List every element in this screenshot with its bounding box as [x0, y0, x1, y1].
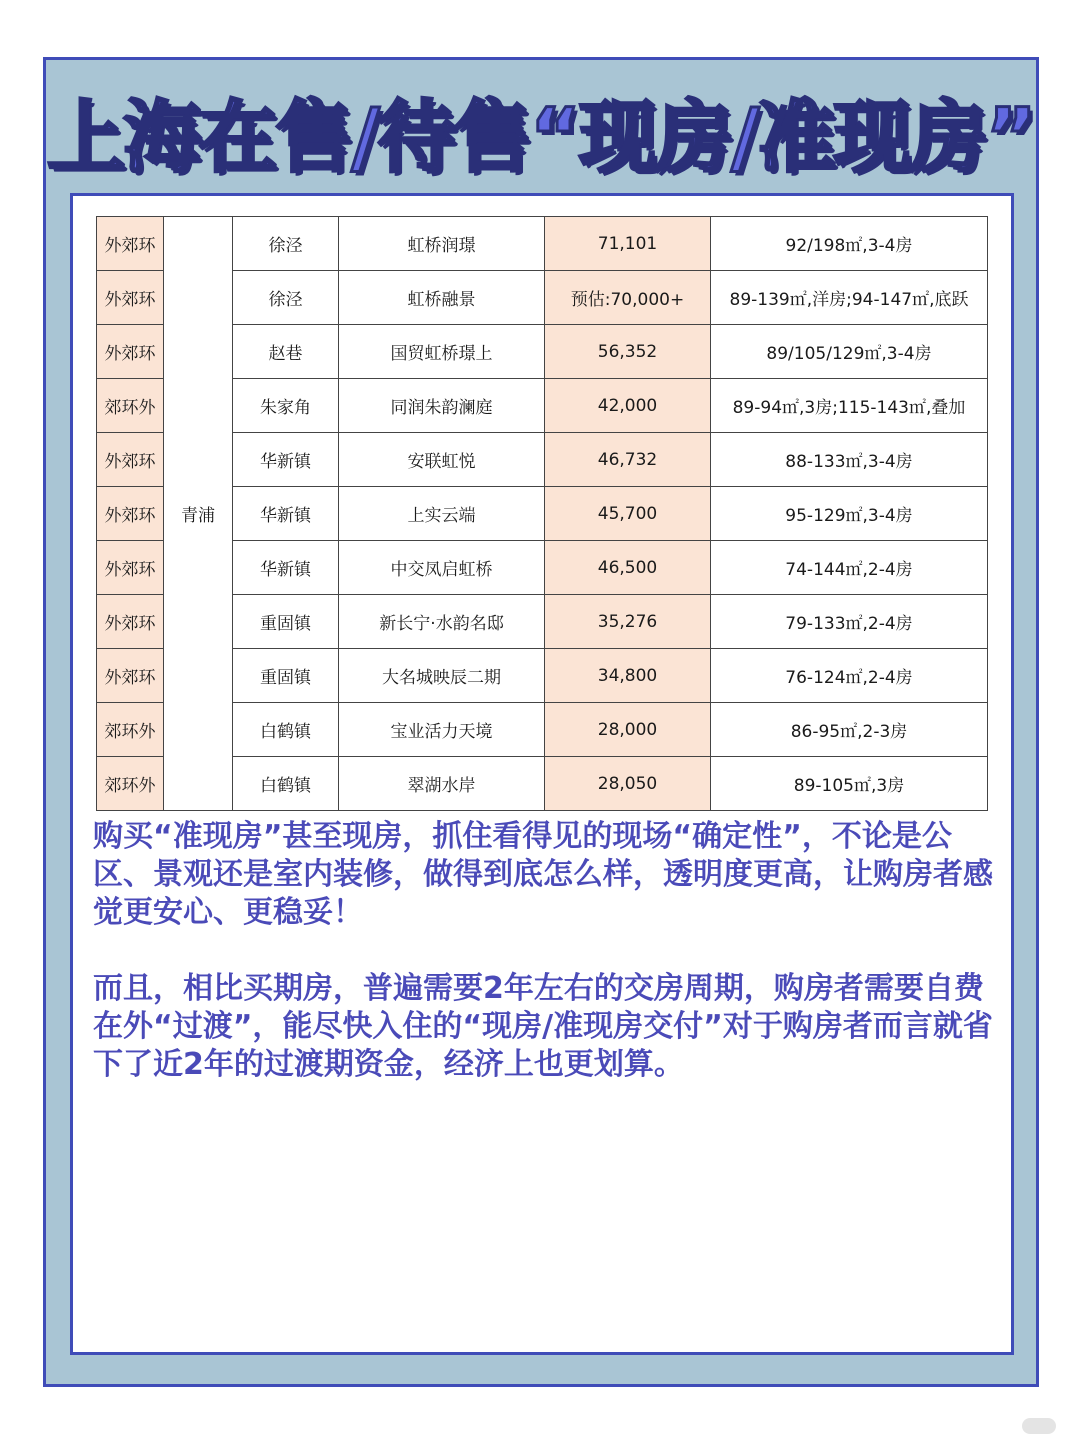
- units-cell: 89-105㎡,3房: [711, 757, 988, 811]
- units-cell: 89-139㎡,洋房;94-147㎡,底跃: [711, 271, 988, 325]
- town-cell: 朱家角: [233, 379, 339, 433]
- units-cell: 92/198㎡,3-4房: [711, 217, 988, 271]
- project-cell: 虹桥润璟: [339, 217, 545, 271]
- table-row: [97, 217, 988, 271]
- price-cell: 42,000: [545, 379, 711, 433]
- project-cell: 中交凤启虹桥: [339, 541, 545, 595]
- town-cell: 徐泾: [233, 217, 339, 271]
- watermark-badge: [1022, 1418, 1056, 1434]
- project-cell: 国贸虹桥璟上: [339, 325, 545, 379]
- project-cell: 大名城映辰二期: [339, 649, 545, 703]
- town-cell: 华新镇: [233, 433, 339, 487]
- units-cell: 86-95㎡,2-3房: [711, 703, 988, 757]
- units-cell: 95-129㎡,3-4房: [711, 487, 988, 541]
- content-panel: [70, 193, 1014, 1355]
- project-cell: 虹桥融景: [339, 271, 545, 325]
- paragraph-savings: 而且，相比买期房，普遍需要2年左右的交房周期，购房者需要自费在外“过渡”，能尽快入住的“现房/准现房交付”对于购房者而言就省下了近2年的过渡期资金，经济上也更划算。: [93, 971, 993, 1082]
- page-title: 上海在售/待售“现房/准现房”: [47, 93, 1035, 183]
- ring-cell: 郊环外: [97, 757, 164, 811]
- town-cell: 华新镇: [233, 487, 339, 541]
- project-cell: 同润朱韵澜庭: [339, 379, 545, 433]
- town-cell: 徐泾: [233, 271, 339, 325]
- ring-cell: 外郊环: [97, 649, 164, 703]
- town-cell: 赵巷: [233, 325, 339, 379]
- price-cell: 35,276: [545, 595, 711, 649]
- price-cell: 28,050: [545, 757, 711, 811]
- price-cell: 56,352: [545, 325, 711, 379]
- ring-cell: 外郊环: [97, 487, 164, 541]
- project-cell: 翠湖水岸: [339, 757, 545, 811]
- price-cell: 71,101: [545, 217, 711, 271]
- ring-cell: 郊环外: [97, 703, 164, 757]
- property-table: [96, 216, 988, 811]
- district-cell: 青浦: [164, 217, 233, 811]
- project-cell: 宝业活力天境: [339, 703, 545, 757]
- ring-cell: 外郊环: [97, 217, 164, 271]
- project-cell: 新长宁·水韵名邸: [339, 595, 545, 649]
- price-cell: 预估:70,000+: [545, 271, 711, 325]
- units-cell: 89/105/129㎡,3-4房: [711, 325, 988, 379]
- units-cell: 88-133㎡,3-4房: [711, 433, 988, 487]
- town-cell: 白鹤镇: [233, 757, 339, 811]
- ring-cell: 郊环外: [97, 379, 164, 433]
- body-text: [93, 818, 993, 1084]
- poster-frame: [43, 57, 1039, 1387]
- town-cell: 重固镇: [233, 595, 339, 649]
- price-cell: 46,500: [545, 541, 711, 595]
- project-cell: 上实云端: [339, 487, 545, 541]
- ring-cell: 外郊环: [97, 595, 164, 649]
- ring-cell: 外郊环: [97, 271, 164, 325]
- paragraph-certainty: 购买“准现房”甚至现房，抓住看得见的现场“确定性”，不论是公区、景观还是室内装修，做得到底怎么样，透明度更高，让购房者感觉更安心、更稳妥！: [93, 819, 993, 930]
- town-cell: 华新镇: [233, 541, 339, 595]
- units-cell: 79-133㎡,2-4房: [711, 595, 988, 649]
- town-cell: 白鹤镇: [233, 703, 339, 757]
- project-cell: 安联虹悦: [339, 433, 545, 487]
- price-cell: 45,700: [545, 487, 711, 541]
- units-cell: 89-94㎡,3房;115-143㎡,叠加: [711, 379, 988, 433]
- price-cell: 34,800: [545, 649, 711, 703]
- price-cell: 28,000: [545, 703, 711, 757]
- units-cell: 74-144㎡,2-4房: [711, 541, 988, 595]
- ring-cell: 外郊环: [97, 433, 164, 487]
- property-table-body: [97, 217, 988, 811]
- ring-cell: 外郊环: [97, 541, 164, 595]
- ring-cell: 外郊环: [97, 325, 164, 379]
- units-cell: 76-124㎡,2-4房: [711, 649, 988, 703]
- price-cell: 46,732: [545, 433, 711, 487]
- town-cell: 重固镇: [233, 649, 339, 703]
